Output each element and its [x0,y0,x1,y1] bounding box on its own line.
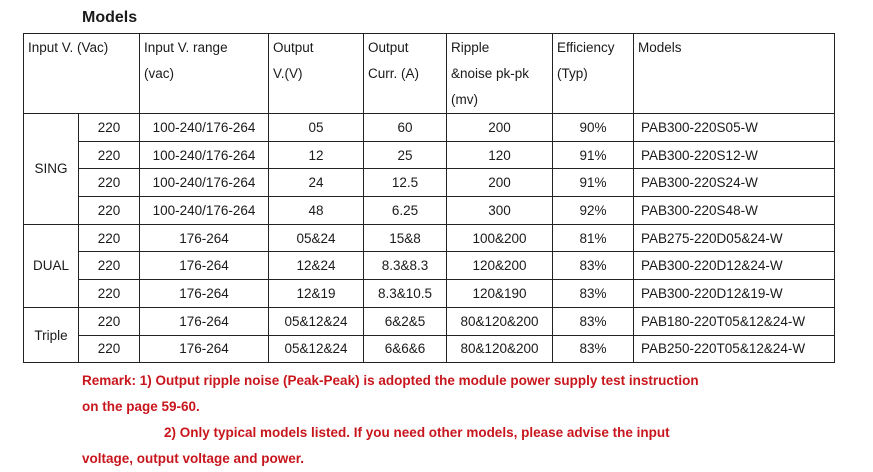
cell-output-v: 05&12&24 [269,335,364,363]
header-input-voltage [24,34,140,114]
cell-input-range: 100-240/176-264 [140,141,269,169]
cell-output-curr: 12.5 [364,169,447,197]
cell-input-range: 100-240/176-264 [140,114,269,142]
cell-output-v: 12 [269,141,364,169]
cell-output-v: 05&12&24 [269,307,364,335]
header-line: (vac) [144,66,174,81]
table-row [24,252,835,280]
header-line: &noise pk-pk [451,66,530,81]
cell-input-range: 100-240/176-264 [140,169,269,197]
cell-output-v: 24 [269,169,364,197]
table-row [24,114,835,142]
table-row [24,197,835,225]
table-row [24,280,835,308]
header-line: V.(V) [273,66,303,81]
remark-line-4: voltage, output voltage and power. [82,451,305,466]
section-title: Models [82,9,138,26]
header-line: Output [273,40,314,55]
cell-output-v: 05 [269,114,364,142]
header-efficiency [553,34,634,114]
cell-ripple-noise: 120&200 [447,252,553,280]
cell-input-range: 176-264 [140,280,269,308]
header-output-current [364,34,447,114]
cell-efficiency: 91% [553,169,634,197]
cell-model: PAB180-220T05&12&24-W [634,307,835,335]
cell-output-v: 12&19 [269,280,364,308]
cell-input-v: 220 [79,307,140,335]
remark-line-1: Remark: 1) Output ripple noise (Peak-Peak) is adopted the module power supply test instruction [82,373,699,388]
models-table [23,33,835,363]
cell-model: PAB300-220S12-W [634,141,835,169]
header-line: (mv) [451,92,478,107]
cell-ripple-noise: 80&120&200 [447,335,553,363]
cell-ripple-noise: 300 [447,197,553,225]
group-label: DUAL [24,224,79,307]
header-models [634,34,835,114]
cell-input-v: 220 [79,252,140,280]
cell-input-range: 176-264 [140,252,269,280]
table-row [24,141,835,169]
group-label: Triple [24,307,79,362]
header-ripple-noise [447,34,553,114]
cell-output-curr: 8.3&8.3 [364,252,447,280]
header-line: Input V. range [144,40,228,55]
cell-ripple-noise: 80&120&200 [447,307,553,335]
cell-efficiency: 92% [553,197,634,225]
group-label: SING [24,114,79,225]
cell-efficiency: 83% [553,252,634,280]
cell-efficiency: 90% [553,114,634,142]
cell-output-v: 48 [269,197,364,225]
cell-input-v: 220 [79,141,140,169]
cell-ripple-noise: 120 [447,141,553,169]
header-line: Input V. (Vac) [28,40,109,55]
table-row [24,335,835,363]
cell-output-curr: 15&8 [364,224,447,252]
cell-efficiency: 83% [553,307,634,335]
header-line: Efficiency [557,40,615,55]
cell-model: PAB300-220S05-W [634,114,835,142]
cell-output-curr: 6&6&6 [364,335,447,363]
cell-ripple-noise: 200 [447,114,553,142]
table-row [24,224,835,252]
header-line: Curr. (A) [368,66,420,81]
cell-ripple-noise: 100&200 [447,224,553,252]
cell-model: PAB300-220D12&24-W [634,252,835,280]
cell-input-range: 176-264 [140,224,269,252]
cell-output-curr: 25 [364,141,447,169]
header-line: (Typ) [557,66,588,81]
table-row [24,307,835,335]
cell-ripple-noise: 120&190 [447,280,553,308]
cell-output-curr: 60 [364,114,447,142]
cell-output-curr: 8.3&10.5 [364,280,447,308]
cell-output-v: 05&24 [269,224,364,252]
table-header-row [24,34,835,114]
cell-output-v: 12&24 [269,252,364,280]
header-line: Output [368,40,409,55]
header-line: Ripple [451,40,490,55]
cell-model: PAB250-220T05&12&24-W [634,335,835,363]
cell-output-curr: 6.25 [364,197,447,225]
cell-model: PAB300-220S48-W [634,197,835,225]
cell-efficiency: 91% [553,141,634,169]
header-output-voltage [269,34,364,114]
cell-input-v: 220 [79,335,140,363]
cell-ripple-noise: 200 [447,169,553,197]
cell-efficiency: 83% [553,280,634,308]
cell-input-v: 220 [79,114,140,142]
header-line: Models [638,40,682,55]
remark-line-2: on the page 59-60. [82,399,200,414]
cell-input-v: 220 [79,169,140,197]
cell-input-v: 220 [79,197,140,225]
cell-input-range: 176-264 [140,335,269,363]
header-input-range [140,34,269,114]
cell-input-range: 176-264 [140,307,269,335]
remarks [82,368,699,472]
cell-efficiency: 81% [553,224,634,252]
remark-line-3: 2) Only typical models listed. If you need other models, please advise the input [164,425,670,440]
cell-model: PAB275-220D05&24-W [634,224,835,252]
cell-input-range: 100-240/176-264 [140,197,269,225]
cell-efficiency: 83% [553,335,634,363]
cell-input-v: 220 [79,224,140,252]
cell-output-curr: 6&2&5 [364,307,447,335]
cell-input-v: 220 [79,280,140,308]
table-row [24,169,835,197]
cell-model: PAB300-220S24-W [634,169,835,197]
cell-model: PAB300-220D12&19-W [634,280,835,308]
